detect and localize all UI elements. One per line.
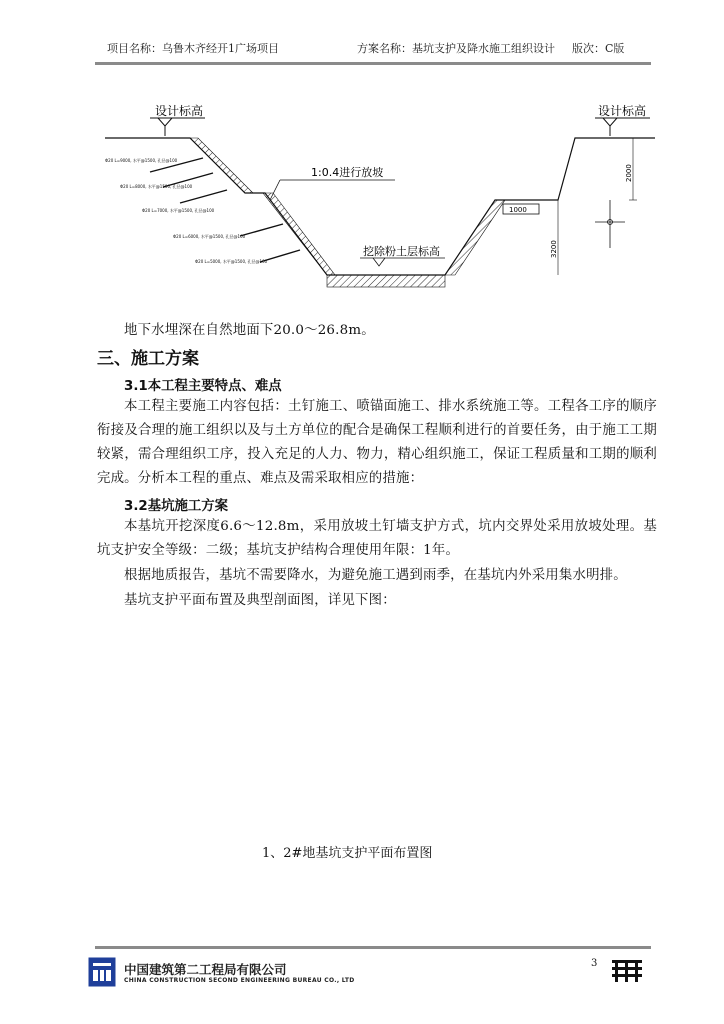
pit-bottom-hatch — [327, 275, 445, 287]
dim-3200-label: 3200 — [550, 240, 558, 258]
axis-symbol — [595, 200, 625, 248]
section-3-2-paragraph-b: 根据地质报告，基坑不需要降水，为避免施工遇到雨季，在基坑内外采用集水明排。 — [124, 568, 627, 583]
nail-label: Φ20 L=9000, 水平@1500, 孔径@100 — [105, 158, 178, 163]
section-3-1-title: 3.1本工程主要特点、难点 — [124, 379, 282, 394]
nail-label: Φ20 L=6000, 水平@1500, 孔径@100 — [173, 234, 246, 239]
design-level-left-marker — [150, 103, 205, 136]
figure-caption: 1、2#地基坑支护平面布置图 — [262, 846, 433, 861]
design-level-right-label: 设计标高 — [598, 104, 647, 118]
soil-nail — [180, 190, 227, 203]
section-3-title: 三、施工方案 — [97, 349, 199, 369]
excavation-section-diagram — [95, 100, 655, 305]
header-project: 项目名称：乌鲁木齐经开1广场项目 — [107, 42, 279, 55]
groundwater-paragraph: 地下水埋深在自然地面下20.0～26.8m。 — [124, 323, 375, 338]
upper-slope-hatch — [190, 138, 253, 193]
section-3-2-title: 3.2基坑施工方案 — [124, 499, 229, 514]
page-number: 3 — [591, 958, 598, 969]
right-slope-hatch — [445, 200, 505, 275]
header-scheme: 方案名称：基坑支护及降水施工组织设计 — [357, 42, 555, 55]
header-rule — [95, 62, 651, 65]
company-mark-icon — [610, 958, 644, 984]
nail-label: Φ20 L=8000, 水平@1500, 孔径@100 — [120, 184, 193, 189]
section-3-1-paragraph: 本工程主要施工内容包括：土钉施工、喷锚面施工、排水系统施工等。工程各工序的顺序衔接及合理的施工组织以及与土方单位的配合是确保工程顺利进行的首要任务，由于施工工期较紧，需合理组织工序，投入充足的人力、物力，精心组织施工，保证工程质量和工期的顺利完成。分析本工程的重点、难点及需采取相应的措施： — [97, 399, 657, 486]
excavation-level-label: 挖除粉土层标高 — [363, 245, 440, 258]
company-name-cn: 中国建筑第二工程局有限公司 — [124, 962, 287, 977]
footer-rule — [95, 946, 651, 949]
dim-2000-label: 2000 — [625, 164, 633, 182]
design-level-right-marker — [595, 103, 650, 136]
company-name-en: CHINA CONSTRUCTION SECOND ENGINEERING BUREAU CO., LTD — [124, 977, 355, 984]
header-version: 版次：C版 — [572, 42, 625, 55]
excavation-level-mark — [373, 258, 385, 266]
nail-label: Φ20 L=5000, 水平@1500, 孔径@100 — [195, 259, 268, 264]
section-3-2-paragraph-a: 本基坑开挖深度6.6～12.8m，采用放坡土钉墙支护方式，坑内交界处采用放坡处理。基坑支护安全等级：二级；基坑支护结构合理使用年限：1年。 — [97, 519, 657, 558]
lower-slope-hatch — [263, 193, 335, 275]
nail-label: Φ20 L=7000, 水平@1500, 孔径@100 — [142, 208, 215, 213]
dim-1000-label: 1000 — [509, 206, 527, 214]
nail-labels — [105, 157, 268, 264]
slope-ratio-label: 1:0.4进行放坡 — [311, 166, 384, 179]
cscec-logo-icon — [88, 957, 116, 987]
design-level-left-label: 设计标高 — [155, 104, 204, 118]
section-3-2-paragraph-c: 基坑支护平面布置及典型剖面图，详见下图： — [124, 593, 396, 608]
soil-nail — [240, 224, 283, 236]
